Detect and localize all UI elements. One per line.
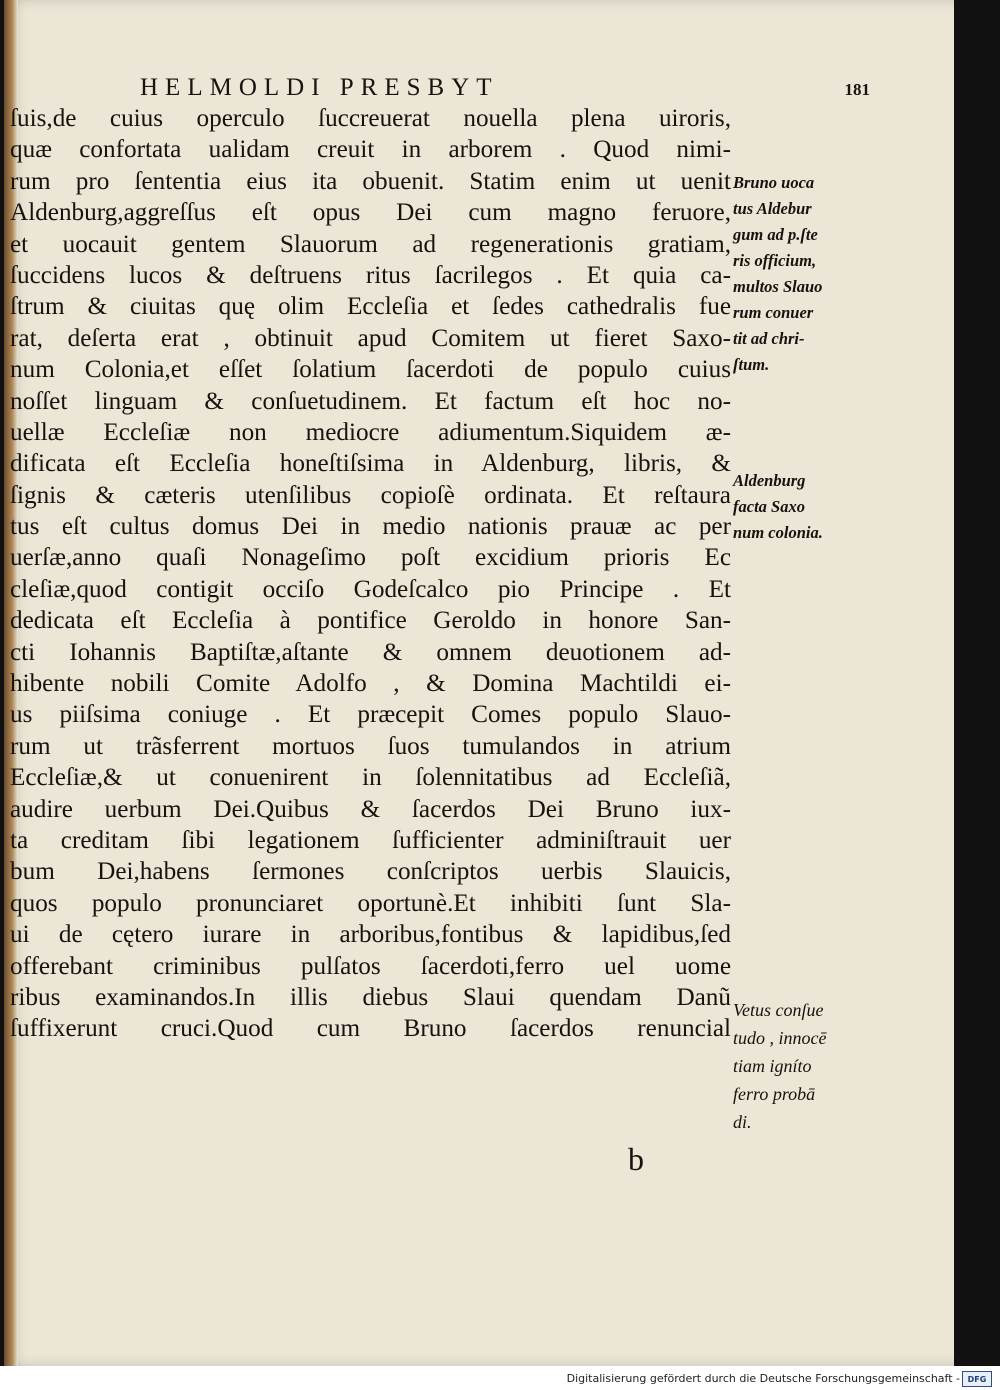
margin-note-line: di. <box>733 1112 752 1132</box>
text-line: ſtrum & ciuitas quę olim Eccleſia et ſedes cathedralis fue <box>10 293 731 321</box>
text-line: tus eſt cultus domus Dei in medio nationis prauæ ac per <box>10 513 731 541</box>
text-line: Aldenburg,aggreſſus eſt opus Dei cum magno feruore, <box>10 199 731 227</box>
text-line: ta creditam ſibi legationem ſufficienter adminiſtrauit uer <box>10 826 731 854</box>
text-line: rum pro ſententia eius ita obuenit. Statim enim ut uenit <box>10 167 731 195</box>
text-line: audire uerbum Dei.Quibus & ſacerdos Dei Bruno iux- <box>10 795 731 823</box>
text-line: et uocauit gentem Slauorum ad regenerationis gratiam, <box>10 230 731 258</box>
text-line: num Colonia,et eſſet ſolatium ſacerdoti de populo cuius <box>10 356 731 384</box>
margin-note-line: rum conuer <box>733 303 814 322</box>
margin-note-bruno <box>733 170 855 378</box>
margin-note-line: tiam igníto <box>733 1056 812 1076</box>
margin-note-line: facta Saxo <box>733 497 805 516</box>
text-line: quæ confortata ualidam creuit in arborem . Quod nimi- <box>10 136 731 164</box>
text-line: dificata eſt Eccleſia honeſtiſsima in Aldenburg, libris, & <box>10 450 731 478</box>
text-line: us piiſsima coniuge . Et præcepit Comes populo Slauo- <box>10 701 731 729</box>
text-line: ſuis,de cuius operculo ſuccreuerat nouella plena uiroris, <box>10 105 731 132</box>
margin-note-line: gum ad p.ſte <box>733 225 818 244</box>
running-head: HELMOLDI PRESBYT <box>140 74 499 101</box>
text-line: rat, deſerta erat , obtinuit apud Comitem ut fieret Saxo- <box>10 324 731 352</box>
margin-note-line: num colonia. <box>733 523 823 542</box>
margin-note-line: ris officium, <box>733 251 817 270</box>
margin-note-line: ferro probā <box>733 1084 816 1104</box>
margin-note-line: tit ad chri- <box>733 329 805 348</box>
text-line: ui de cętero iurare in arboribus,fontibus & lapidibus,ſed <box>10 921 731 949</box>
text-line: bum Dei,habens ſermones conſcriptos uerbis Slauicis, <box>10 858 731 886</box>
text-line: cleſiæ,quod contigit occiſo Godeſcalco pio Principe . Et <box>10 575 731 603</box>
text-line: cti Iohannis Baptiſtæ,aſtante & omnem deuotionem ad- <box>10 638 731 666</box>
text-line: Eccleſiæ,& ut conuenirent in ſolennitatibus ad Eccleſiã, <box>10 764 731 792</box>
text-line: hibente nobili Comite Adolfo , & Domina Machtildi ei- <box>10 670 731 698</box>
dfg-logo[interactable]: DFG <box>962 1371 992 1387</box>
margin-note-line: multos Slauo <box>733 277 823 296</box>
text-line: noſſet linguam & conſuetudinem. Et factum eſt hoc no- <box>10 387 731 415</box>
text-line: uerſæ,anno quaſi Nonageſimo poſt excidium prioris Ec <box>10 544 731 572</box>
folio-number: 181 <box>844 80 870 99</box>
funding-credit: Digitalisierung gefördert durch die Deutsche Forschungsgemeinschaft - <box>566 1372 960 1385</box>
text-line: quos populo pronunciaret oportunè.Et inhibiti ſunt Sla- <box>10 889 731 917</box>
margin-note-line: ſtum. <box>733 355 770 374</box>
margin-note-line: tudo , innocē <box>733 1028 827 1048</box>
text-line: ſuffixerunt cruci.Quod cum Bruno ſacerdos renuncial <box>10 1015 731 1043</box>
margin-note-aldenburg <box>733 468 855 546</box>
text-line: rum ut trãsferrent mortuos ſuos tumulandos in atrium <box>10 732 731 760</box>
text-line: ribus examinandos.In illis diebus Slaui quendam Danũ <box>10 983 731 1011</box>
margin-note-vetus <box>733 996 855 1136</box>
margin-note-line: tus Aldebur <box>733 199 812 218</box>
digitization-footer <box>0 1366 1000 1390</box>
text-line: dedicata eſt Eccleſia à pontifice Geroldo in honore San- <box>10 607 731 635</box>
text-line: uellæ Eccleſiæ non mediocre adiumentum.Siquidem æ- <box>10 418 731 446</box>
page-header <box>140 74 870 106</box>
margin-note-line: Bruno uoca <box>733 173 815 192</box>
text-line: ſuccidens lucos & deſtruens ritus ſacrilegos . Et quia ca- <box>10 261 731 289</box>
text-line: offerebant criminibus pulſatos ſacerdoti,ferro uel uome <box>10 952 731 980</box>
margin-note-line: Vetus conſue <box>733 1000 824 1020</box>
text-line: ſignis & cæteris utenſilibus copioſè ordinata. Et reſtaura <box>10 481 731 509</box>
margin-note-line: Aldenburg <box>733 471 806 490</box>
body-text <box>6 103 731 1045</box>
signature-mark: b <box>628 1141 644 1177</box>
